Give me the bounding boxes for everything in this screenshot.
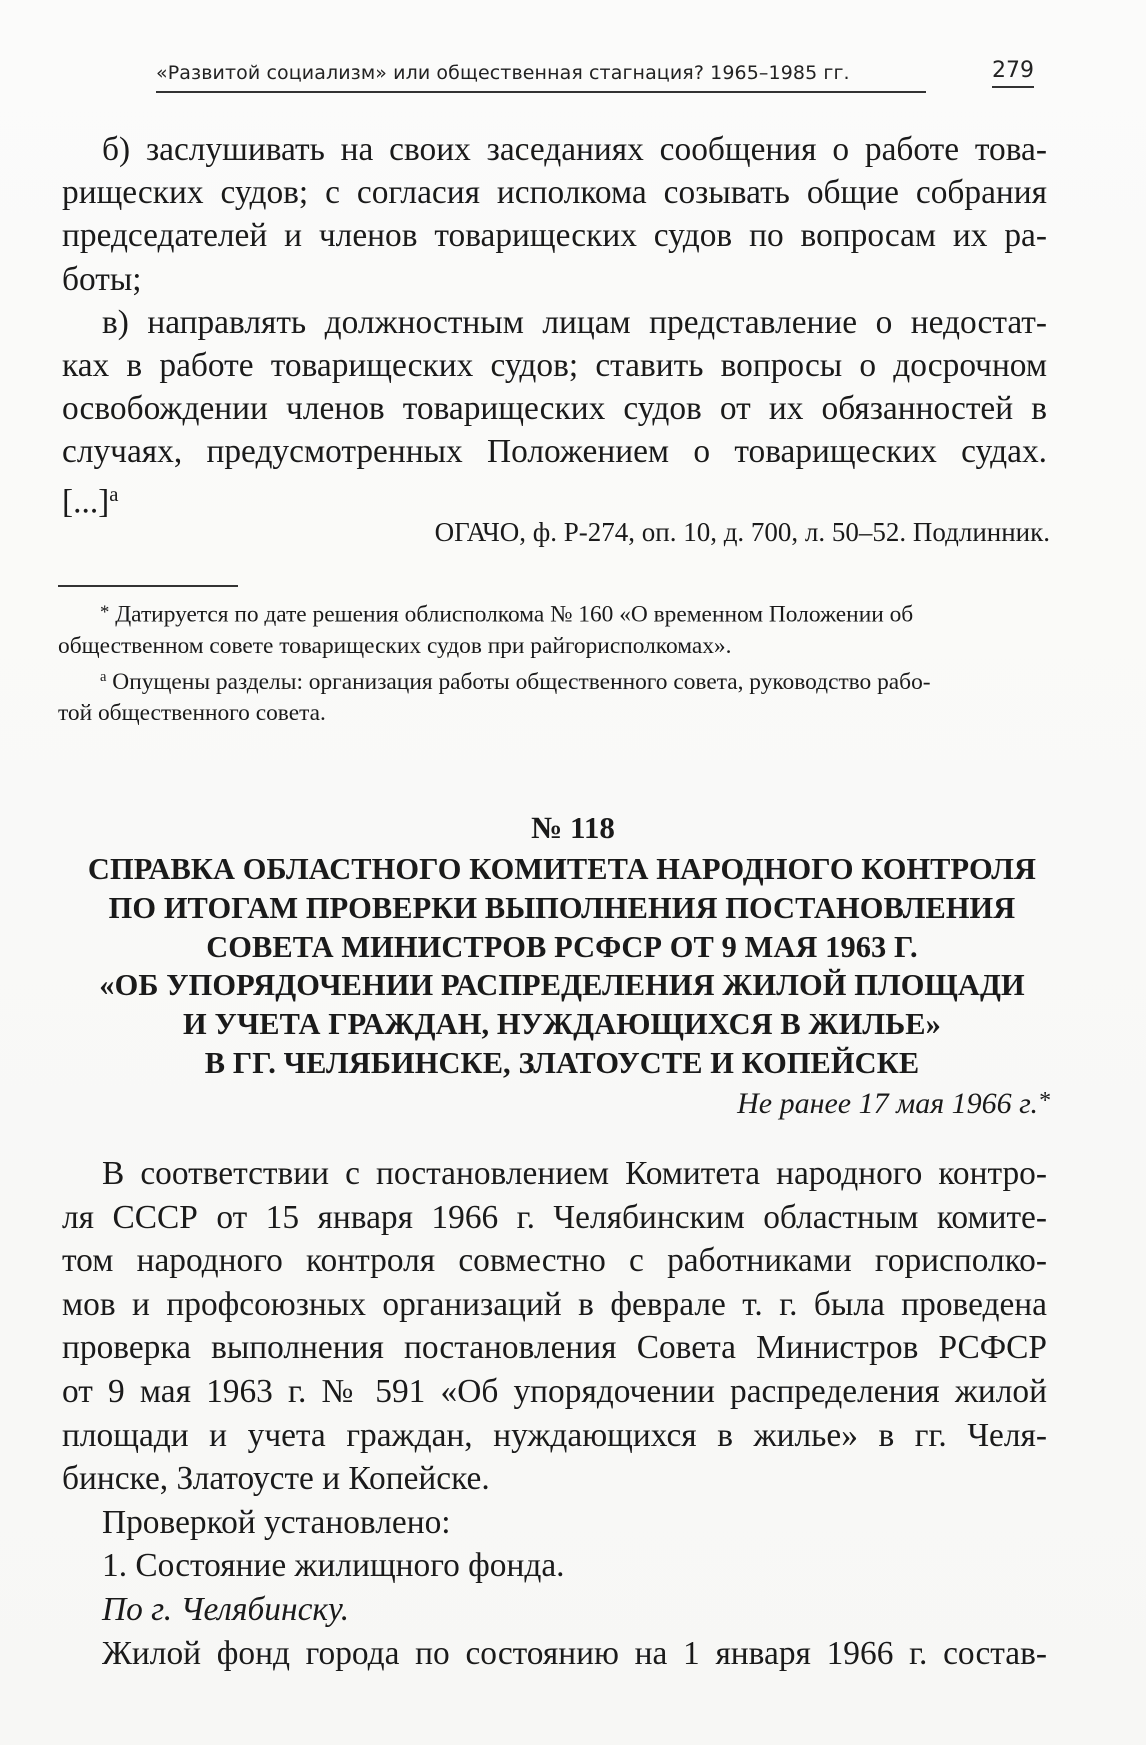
- text-line: председателей и членов товарищеских судов по вопросам их ра-: [62, 217, 1047, 255]
- title-line: СПРАВКА ОБЛАСТНОГО КОМИТЕТА НАРОДНОГО КОНТРОЛЯ: [87, 852, 1037, 886]
- text-line: мов и профсоюзных организаций в феврале т. г. была проведена: [62, 1285, 1047, 1323]
- paragraph-b: [62, 128, 1047, 301]
- continuation-text: [62, 128, 1047, 523]
- document-date: [737, 1087, 1050, 1121]
- document-title: [62, 850, 1062, 1083]
- title-line: ПО ИТОГАМ ПРОВЕРКИ ВЫПОЛНЕНИЯ ПОСТАНОВЛЕНИЯ: [108, 890, 1016, 925]
- text-line: площади и учета граждан, нуждающихся в жилье» в гг. Челя-: [62, 1416, 1047, 1454]
- text-line: в) направлять должностным лицам представление о недостат-: [102, 303, 1047, 341]
- page-number: 279: [992, 58, 1034, 88]
- text-line: случаях, предусмотренных Положением о товарищеских судах.: [62, 433, 1047, 471]
- running-title: «Развитой социализм» или общественная стагнация? 1965–1985 гг.: [156, 62, 850, 84]
- omission-footnote-mark: а: [109, 483, 119, 506]
- footnote-text: общественном совете товарищеских судов при райгорисполкомах».: [58, 632, 732, 659]
- footnote-text: той общественного совета.: [58, 699, 326, 726]
- text-line: Жилой фонд города по состоянию на 1 января 1966 г. состав-: [102, 1634, 1047, 1672]
- text-line: том народного контроля совместно с работниками горисполко-: [62, 1242, 1047, 1280]
- omission-line: [62, 474, 1047, 524]
- text-line: от 9 мая 1963 г. № 591 «Об упорядочении распределения жилой: [62, 1372, 1047, 1410]
- text-line: ках в работе товарищеских судов; ставить вопросы о досрочном: [62, 347, 1047, 385]
- city-heading: По г. Челябинску.: [102, 1590, 350, 1628]
- footnote-mark: а: [100, 668, 107, 685]
- paragraph-v: [62, 301, 1047, 474]
- title-line: В ГГ. ЧЕЛЯБИНСКЕ, ЗЛАТОУСТЕ И КОПЕЙСКЕ: [204, 1045, 920, 1080]
- header-rule: [156, 91, 926, 93]
- archive-reference: ОГАЧО, ф. Р-274, оп. 10, д. 700, л. 50–52. Подлинник.: [434, 517, 1050, 547]
- title-line: «ОБ УПОРЯДОЧЕНИИ РАСПРЕДЕЛЕНИЯ ЖИЛОЙ ПЛОЩАДИ: [99, 968, 1025, 1003]
- footnote-omitted-sections: [58, 662, 1048, 698]
- title-line: СОВЕТА МИНИСТРОВ РСФСР ОТ 9 МАЯ 1963 Г.: [206, 929, 918, 964]
- text-line: бинске, Златоусте и Копейске.: [62, 1460, 490, 1498]
- established-line: Проверкой установлено:: [102, 1503, 451, 1541]
- document-body: [62, 1152, 1047, 1675]
- footnote-text: Датируется по дате решения облисполкома № 160 «О временном Положении об: [115, 601, 914, 628]
- section-heading: 1. Состояние жилищного фонда.: [102, 1547, 565, 1585]
- date-footnote-mark: *: [1038, 1088, 1050, 1115]
- footnote-text: Опущены разделы: организация работы общественного совета, руководство рабо-: [112, 668, 931, 695]
- text-line: проверка выполнения постановления Совета Министров РСФСР: [62, 1329, 1047, 1367]
- text-line: боты;: [62, 260, 142, 298]
- running-header: [58, 58, 1048, 94]
- footnote-mark: *: [100, 602, 110, 623]
- text-line: б) заслушивать на своих заседаниях сообщения о работе това-: [102, 131, 1047, 168]
- text-line: В соответствии с постановлением Комитета народного контро-: [102, 1155, 1047, 1192]
- footnotes: [58, 597, 1048, 729]
- text-line: рищеских судов; с согласия исполкома созывать общие собрания: [62, 174, 1047, 212]
- text-line: освобождении членов товарищеских судов от их обязанностей в: [62, 390, 1047, 428]
- document-number: № 118: [531, 810, 615, 845]
- footnote-rule: [58, 585, 238, 587]
- text-line: ля СССР от 15 января 1966 г. Челябинским областным комите-: [62, 1198, 1047, 1236]
- date-text: Не ранее 17 мая 1966 г.: [737, 1087, 1038, 1120]
- footnote-dating: [58, 597, 1048, 631]
- title-line: И УЧЕТА ГРАЖДАН, НУЖДАЮЩИХСЯ В ЖИЛЬЕ»: [183, 1007, 941, 1042]
- omission-text: [...]: [62, 483, 110, 520]
